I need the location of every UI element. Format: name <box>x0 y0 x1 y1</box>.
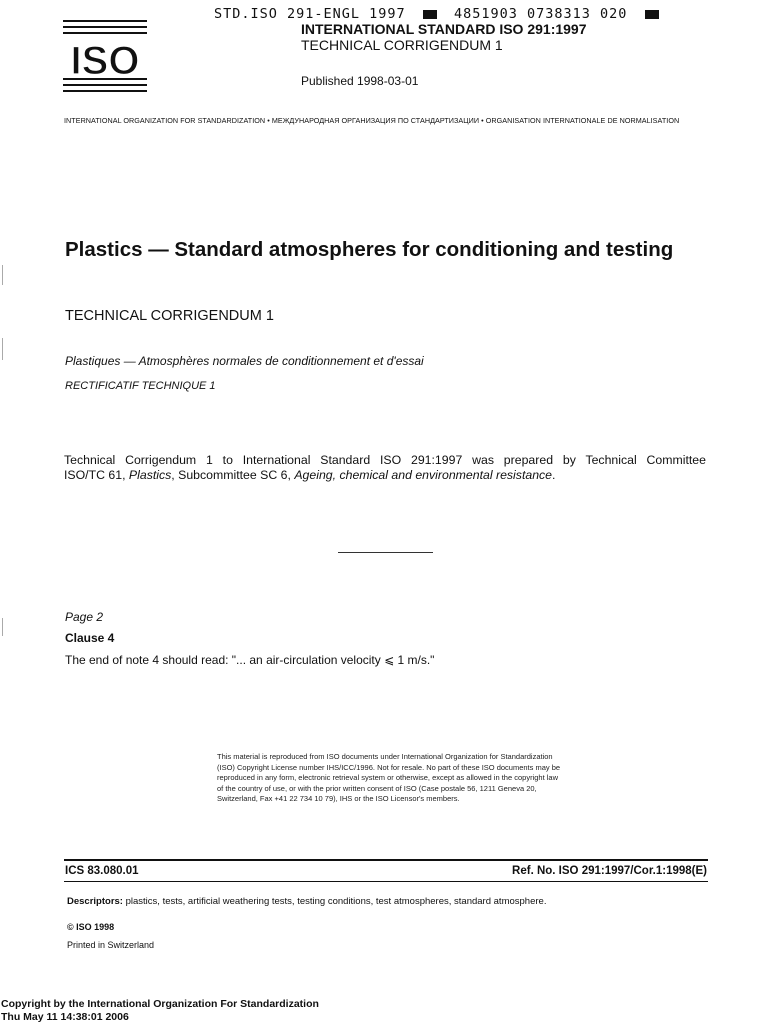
descriptors-label: Descriptors: <box>67 896 123 907</box>
scan-mark <box>2 265 3 285</box>
clause-heading: Clause 4 <box>65 631 115 645</box>
document-code-left: STD.ISO 291-ENGL 1997 <box>214 6 406 22</box>
organization-line: INTERNATIONAL ORGANIZATION FOR STANDARDIZATION • МЕЖДУНАРОДНАЯ ОРГАНИЗАЦИЯ ПО СТАНДАРТИЗАЦИИ • ORGANISATION INTERNATIONALE DE NORMALISATION <box>64 116 680 125</box>
document-title: Plastics — Standard atmospheres for conditioning and testing <box>65 238 674 261</box>
descriptors <box>67 896 546 907</box>
body-sc: , Subcommittee SC 6, <box>171 468 295 482</box>
descriptors-text: plastics, tests, artificial weathering tests, testing conditions, test atmospheres, standard atmosphere. <box>125 896 547 907</box>
reference-number: Ref. No. ISO 291:1997/Cor.1:1998(E) <box>512 865 707 877</box>
barcode-block <box>423 10 437 19</box>
copyright-footer: Copyright by the International Organization For Standardization <box>1 998 319 1010</box>
ics-code: ICS 83.080.01 <box>65 865 139 877</box>
printed-location: Printed in Switzerland <box>67 940 155 950</box>
document-code-line <box>214 6 667 22</box>
french-title: Plastiques — Atmosphères normales de conditionnement et d'essai <box>65 354 424 368</box>
body-ageing: Ageing, chemical and environmental resistance <box>294 468 553 482</box>
body-line-2 <box>64 468 706 483</box>
barcode-block <box>645 10 659 19</box>
document-code-right: 4851903 0738313 020 <box>453 6 628 22</box>
iso-logo-text: ISO <box>70 39 140 83</box>
french-rectificatif: RECTIFICATIF TECHNIQUE 1 <box>65 380 216 392</box>
page-reference: Page 2 <box>65 610 104 624</box>
standard-subtitle: TECHNICAL CORRIGENDUM 1 <box>301 37 503 53</box>
bottom-rule <box>64 881 708 882</box>
body-line-1: Technical Corrigendum 1 to International Standard ISO 291:1997 was prepared by Technical Committee <box>64 453 706 467</box>
top-rule <box>64 859 708 861</box>
technical-corrigendum-heading: TECHNICAL CORRIGENDUM 1 <box>65 308 274 324</box>
section-divider <box>338 552 433 553</box>
license-notice: This material is reproduced from ISO documents under International Organization for Standardization (ISO) Copyright License number IHS/ICC/1996. Not for resale. No part of these ISO documents may be reproduced in any form, electronic retrieval system or otherwise, except as allowed in the copyright law of the country of use, or with the prior written consent of ISO (Case postale 56, 1211 Geneva 20, Switzerland, Fax +41 22 734 10 79), IHS or the ISO Licensor's members. <box>217 752 561 803</box>
standard-title: INTERNATIONAL STANDARD ISO 291:1997 <box>301 21 587 37</box>
scan-mark <box>2 618 3 636</box>
scan-mark <box>2 338 3 360</box>
timestamp-footer: Thu May 11 14:38:01 2006 <box>1 1011 129 1023</box>
correction-text: The end of note 4 should read: "... an air-circulation velocity ⩽ 1 m/s." <box>65 653 435 667</box>
body-plastics: Plastics <box>128 468 172 482</box>
body-paragraph <box>64 453 706 483</box>
body-end: . <box>552 468 556 482</box>
iso-logo <box>63 18 147 94</box>
body-tc: ISO/TC 61, <box>64 468 129 482</box>
published-date: Published 1998-03-01 <box>301 74 419 88</box>
iso-copyright: © ISO 1998 <box>67 922 115 932</box>
